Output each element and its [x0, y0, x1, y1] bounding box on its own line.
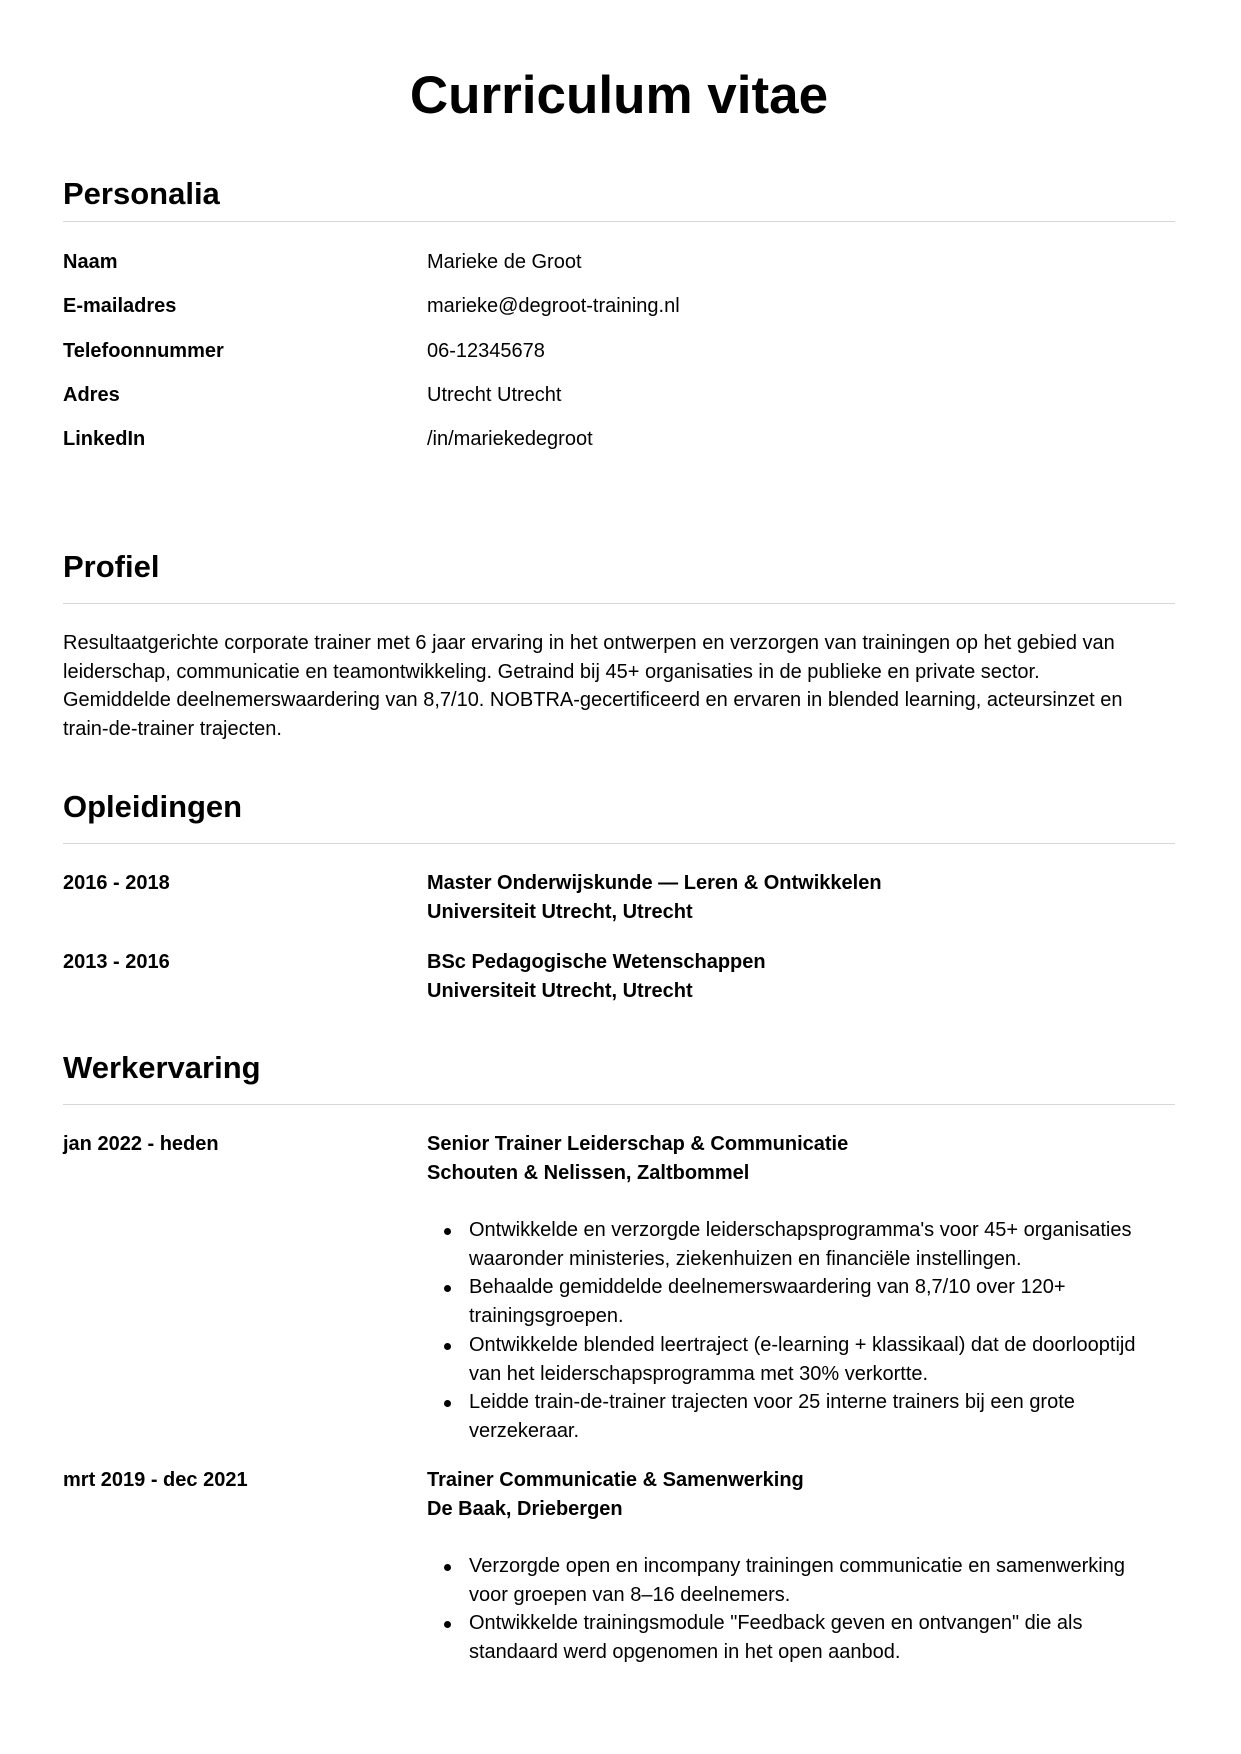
achievement-list: [427, 1216, 1175, 1446]
section-divider: [63, 603, 1175, 604]
row-value: marieke@degroot-training.nl: [427, 295, 680, 317]
entry-details: [427, 1130, 1175, 1442]
achievement-item: Ontwikkelde trainingsmodule "Feedback geven en ontvangen" die als standaard werd opgenomen in het open aanbod.: [427, 1609, 1175, 1666]
achievement-list: [427, 1552, 1175, 1667]
row-label: LinkedIn: [63, 428, 146, 450]
section-divider: [63, 1104, 1175, 1105]
entry-title: Trainer Communicatie & Samenwerking: [427, 1469, 804, 1491]
achievement-item: Behaalde gemiddelde deelnemerswaardering van 8,7/10 over 120+ trainingsgroepen.: [427, 1273, 1175, 1330]
entry-organisation: Universiteit Utrecht, Utrecht: [427, 980, 693, 1002]
section-heading-profiel: Profiel: [63, 549, 160, 584]
entry-title: Master Onderwijskunde — Leren & Ontwikkelen: [427, 872, 882, 894]
section-heading-personalia: Personalia: [63, 176, 220, 211]
section-divider: [63, 221, 1175, 222]
entry-title: BSc Pedagogische Wetenschappen: [427, 951, 766, 973]
entry-details: [427, 869, 1175, 927]
row-value: Utrecht Utrecht: [427, 384, 562, 406]
row-label: Adres: [63, 384, 120, 406]
achievement-item: Leidde train-de-trainer trajecten voor 25 interne trainers bij een grote verzekeraar.: [427, 1388, 1175, 1445]
section-heading-werkervaring: Werkervaring: [63, 1050, 261, 1085]
entry-details: [427, 948, 1175, 1006]
entry-date: mrt 2019 - dec 2021: [63, 1469, 248, 1491]
row-value: /in/mariekedegroot: [427, 428, 593, 450]
profile-line: leiderschap, communicatie en teamontwikkeling. Getraind bij 45+ organisaties in de publieke en private sector.: [63, 660, 1040, 683]
entry-details: [427, 1466, 1175, 1664]
achievement-item: Ontwikkelde blended leertraject (e-learning + klassikaal) dat de doorlooptijd van het leiderschapsprogramma met 30% verkortte.: [427, 1331, 1175, 1388]
profile-line: train-de-trainer trajecten.: [63, 718, 282, 741]
achievement-item: Ontwikkelde en verzorgde leiderschapsprogramma's voor 45+ organisaties waaronder ministeries, ziekenhuizen en financiële instellingen.: [427, 1216, 1175, 1273]
entry-organisation: Schouten & Nelissen, Zaltbommel: [427, 1162, 750, 1184]
opleidingen-section: [63, 787, 1175, 1002]
row-label: Telefoonnummer: [63, 340, 224, 362]
entry-organisation: Universiteit Utrecht, Utrecht: [427, 901, 693, 923]
entry-title: Senior Trainer Leiderschap & Communicatie: [427, 1133, 849, 1155]
page-title: Curriculum vitae: [409, 66, 829, 125]
row-label: E-mailadres: [63, 295, 177, 317]
entry-date: jan 2022 - heden: [63, 1133, 219, 1155]
entry-date: 2016 - 2018: [63, 872, 170, 894]
profile-line: Gemiddelde deelnemerswaardering van 8,7/10. NOBTRA-gecertificeerd en ervaren in blended learning, acteursinzet en: [63, 689, 1123, 712]
row-label: Naam: [63, 251, 118, 273]
row-value: Marieke de Groot: [427, 251, 582, 273]
profile-line: Resultaatgerichte corporate trainer met 6 jaar ervaring in het ontwerpen en verzorgen van trainingen op het gebied van: [63, 632, 1115, 654]
personalia-section: [63, 174, 1175, 450]
entry-organisation: De Baak, Driebergen: [427, 1498, 623, 1520]
section-divider: [63, 843, 1175, 844]
achievement-item: Verzorgde open en incompany trainingen communicatie en samenwerking voor groepen van 8–16 deelnemers.: [427, 1552, 1175, 1609]
profile-text: [63, 629, 1175, 744]
entry-date: 2013 - 2016: [63, 951, 170, 973]
section-heading-opleidingen: Opleidingen: [63, 789, 243, 824]
profiel-section: [63, 547, 1175, 741]
row-value: 06-12345678: [427, 340, 545, 362]
werkervaring-section: [63, 1048, 1175, 1664]
